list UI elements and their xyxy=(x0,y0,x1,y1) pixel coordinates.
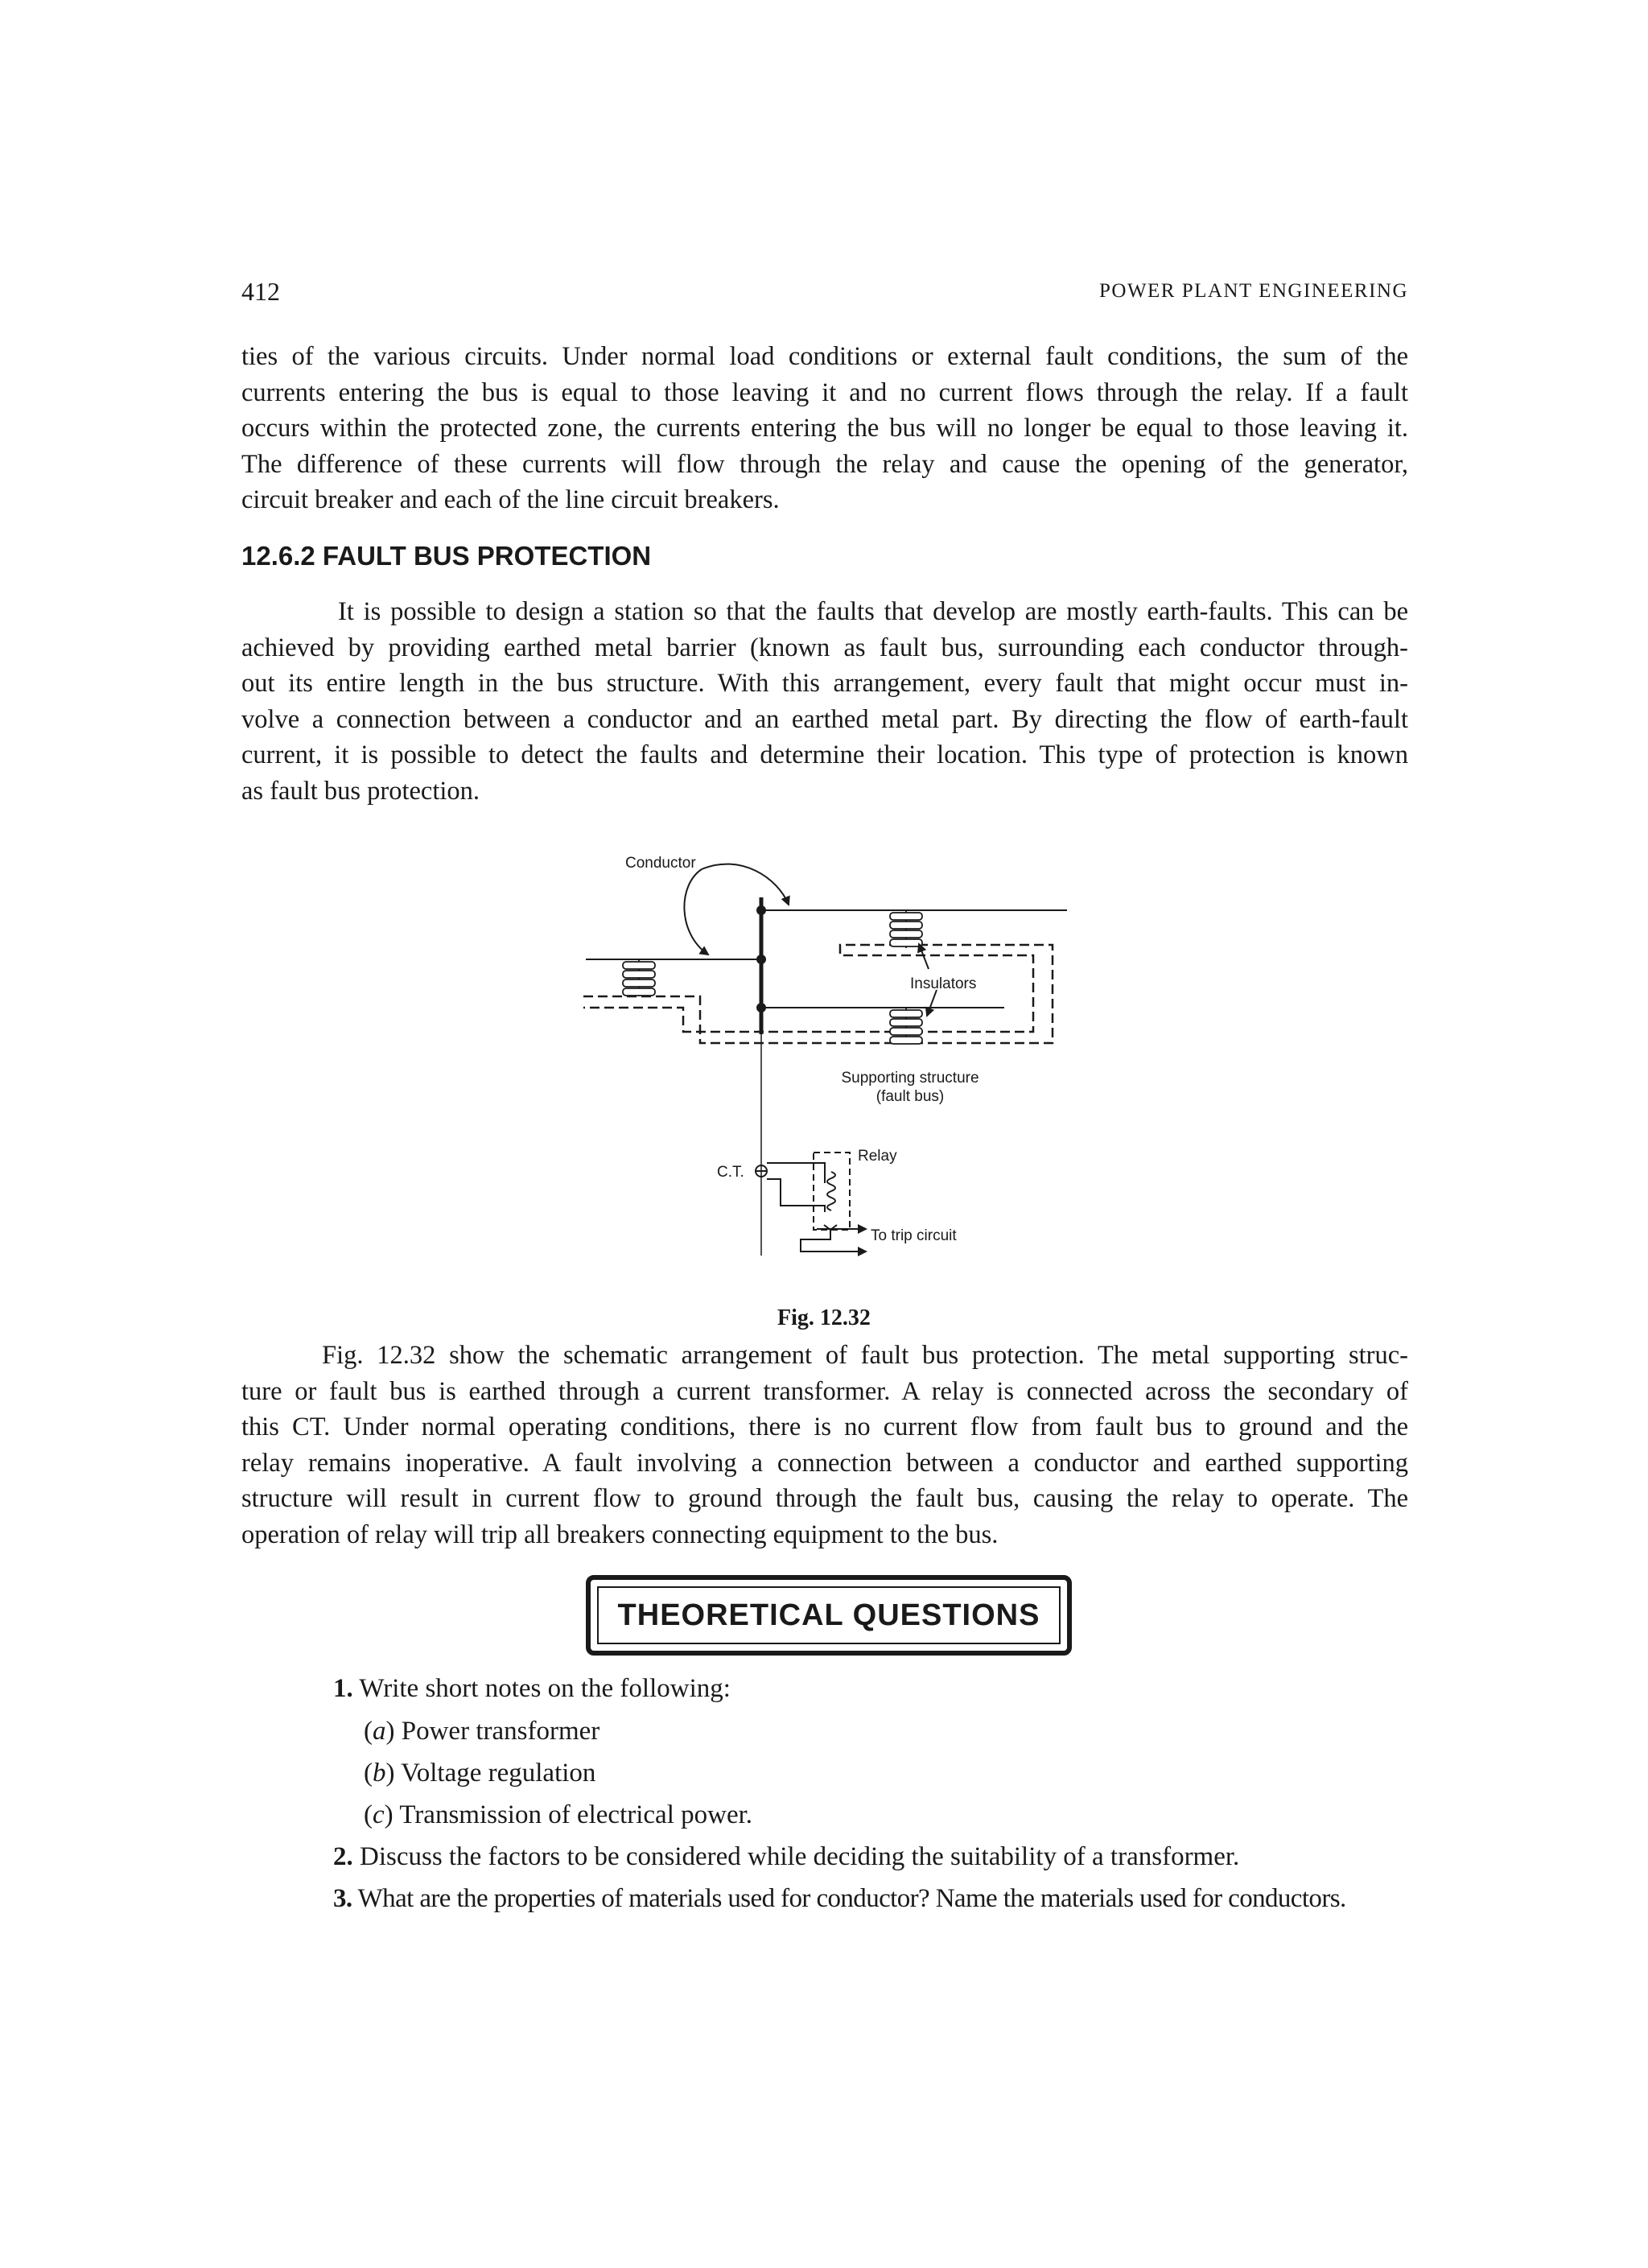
subitem-text: Transmission of electrical power. xyxy=(399,1800,753,1829)
paragraph-figure-explanation xyxy=(241,1338,1408,1553)
question-1b: (b) Voltage regulation xyxy=(364,1759,596,1788)
question-number: 2. xyxy=(333,1842,353,1871)
text-line: as fault bus protection. xyxy=(241,776,480,806)
running-head: POWER PLANT ENGINEERING xyxy=(1098,280,1408,302)
text-line: out its entire length in the bus structure. With this arrangement, every fault that might occur must in- xyxy=(241,669,1408,698)
question-text: What are the properties of materials used for conductor? Name the materials used for conductors. xyxy=(357,1884,1346,1913)
insulator-stack-bottom xyxy=(890,1008,922,1044)
question-3 xyxy=(333,1884,1346,1914)
text-line: Fig. 12.32 show the schematic arrangement of fault bus protection. The metal supporting struc- xyxy=(322,1341,1408,1370)
figure-caption: Fig. 12.32 xyxy=(777,1305,871,1330)
paragraph-intro xyxy=(241,339,1408,518)
conductor-arrows xyxy=(684,864,789,955)
question-1a: (a) Power transformer xyxy=(364,1717,600,1746)
text-line: operation of relay will trip all breakers connecting equipment to the bus. xyxy=(241,1520,999,1549)
label-conductor: Conductor xyxy=(625,855,696,872)
banner-title: THEORETICAL QUESTIONS xyxy=(597,1586,1061,1644)
question-text: Discuss the factors to be considered while deciding the suitability of a transformer. xyxy=(360,1842,1240,1871)
label-ct: C.T. xyxy=(717,1164,744,1181)
text-line: achieved by providing earthed metal barrier (known as fault bus, surrounding each conductor through- xyxy=(241,633,1408,662)
text-line: circuit breaker and each of the line circuit breakers. xyxy=(241,485,780,514)
text-line: structure will result in current flow to ground through the fault bus, causing the relay to operate. The xyxy=(241,1484,1408,1513)
text-line: current, it is possible to detect the faults and determine their location. This type of protection is known xyxy=(241,740,1408,769)
label-fault-bus: (fault bus) xyxy=(876,1088,945,1105)
insulator-stack-top xyxy=(890,910,922,948)
text-line: volve a connection between a conductor and an earthed metal part. By directing the flow of earth-fault xyxy=(241,704,1408,734)
question-1 xyxy=(333,1674,731,1704)
text-line: The difference of these currents will flow through the relay and cause the opening of the generator, xyxy=(241,449,1408,479)
text-line: occurs within the protected zone, the currents entering the bus will no longer be equal to those leaving it. xyxy=(241,414,1408,443)
relay-circuit xyxy=(756,1153,866,1252)
subitem-label: c xyxy=(373,1800,385,1829)
page-number: 412 xyxy=(241,277,280,306)
question-number: 3. xyxy=(333,1884,352,1913)
label-trip-circuit: To trip circuit xyxy=(871,1227,957,1244)
label-supporting-structure: Supporting structure xyxy=(841,1070,979,1087)
section-heading: 12.6.2 FAULT BUS PROTECTION xyxy=(241,541,652,571)
subitem-text: Voltage regulation xyxy=(401,1759,596,1788)
question-text: Write short notes on the following: xyxy=(359,1674,731,1703)
subitem-label: a xyxy=(373,1717,386,1746)
theoretical-questions-banner xyxy=(586,1575,1072,1656)
subitem-label: b xyxy=(373,1759,386,1788)
text-line: ture or fault bus is earthed through a current transformer. A relay is connected across the secondary of xyxy=(241,1376,1408,1406)
label-insulators: Insulators xyxy=(910,975,977,992)
text-line: relay remains inoperative. A fault involving a connection between a conductor and earthed supporting xyxy=(241,1448,1408,1478)
fault-bus-diagram xyxy=(579,845,1078,1280)
insulator-stack-left xyxy=(623,959,655,996)
paragraph-fault-bus xyxy=(241,594,1408,809)
question-2 xyxy=(333,1842,1239,1872)
text-line: ties of the various circuits. Under normal load conditions or external fault conditions, the sum of the xyxy=(241,342,1408,371)
question-1c: (c) Transmission of electrical power. xyxy=(364,1800,753,1829)
text-line: currents entering the bus is equal to those leaving it and no current flows through the relay. If a fault xyxy=(241,377,1408,407)
question-number: 1. xyxy=(333,1674,353,1703)
label-relay: Relay xyxy=(858,1148,897,1165)
text-line: It is possible to design a station so that the faults that develop are mostly earth-faults. This can be xyxy=(338,597,1408,626)
text-line: this CT. Under normal operating conditions, there is no current flow from fault bus to ground and the xyxy=(241,1412,1408,1441)
subitem-text: Power transformer xyxy=(401,1717,600,1746)
